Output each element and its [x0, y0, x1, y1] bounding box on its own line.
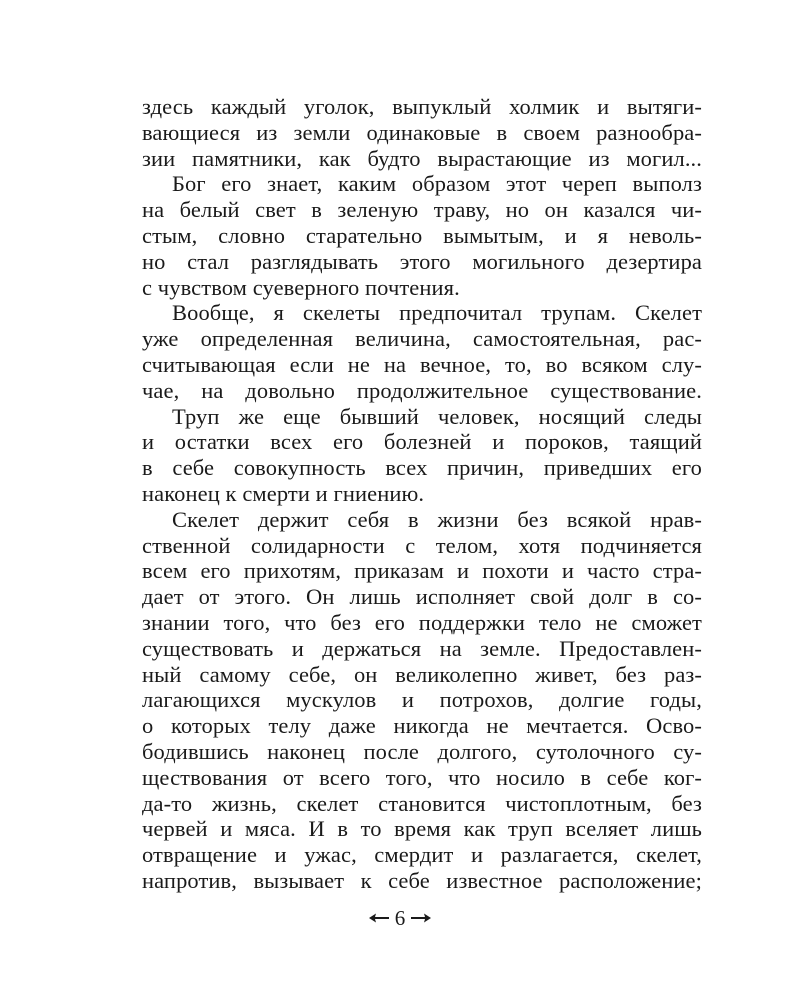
left-arrow-ornament-icon [369, 913, 389, 923]
text-line: вающиеся из земли одинаковые в своем разнообра- [142, 119, 702, 145]
text-line: существовать и держаться на земле. Предоставлен- [142, 635, 702, 661]
paragraph-last-line: наконец к смерти и гниению. [142, 480, 425, 506]
text-line: ный самому себе, он великолепно живет, без раз- [142, 661, 702, 687]
text-line: и остатки всех его болезней и пороков, таящий [142, 429, 702, 455]
page-footer [0, 904, 800, 930]
text-line: ществования от всего того, что носило в себе ког- [142, 764, 702, 790]
text-line: всем его прихотям, приказам и похоти и часто стра- [142, 558, 702, 584]
page-number: 6 [394, 906, 406, 931]
text-line: уже определенная величина, самостоятельная, рас- [142, 326, 702, 352]
text-line: зии памятники, как будто вырастающие из могил... [142, 145, 702, 171]
text-line: знании того, что без его поддержки тело не сможет [142, 609, 702, 635]
text-line: лагающихся мускулов и потрохов, долгие годы, [142, 687, 702, 713]
text-line: в себе совокупность всех причин, приведших его [142, 455, 702, 481]
text-line: здесь каждый уголок, выпуклый холмик и вытяги- [142, 94, 702, 119]
paragraph-last-line: чае, на довольно продолжительное существование. [142, 377, 702, 403]
paragraph-first-line: Труп же еще бывший человек, носящий следы [172, 403, 702, 429]
paragraph-last-line: с чувством суеверного почтения. [142, 274, 460, 300]
text-line: ственной солидарности с телом, хотя подчиняется [142, 532, 702, 558]
text-line: червей и мяса. И в то время как труп вселяет лишь [142, 816, 702, 842]
text-line: дает от этого. Он лишь исполняет свой долг в со- [142, 584, 702, 610]
text-line: но стал разглядывать этого могильного дезертира [142, 248, 702, 274]
text-line: стым, словно старательно вымытым, и я неволь- [142, 222, 702, 248]
paragraph-first-line: Бог его знает, каким образом этот череп выполз [172, 171, 702, 197]
paragraph-first-line: Вообще, я скелеты предпочитал трупам. Скелет [172, 300, 702, 326]
text-line: напротив, вызывает к себе известное расположение; [142, 867, 702, 893]
page-body-text [142, 94, 702, 894]
text-line: бодившись наконец после долгого, сутолочного су- [142, 738, 702, 764]
text-line: да-то жизнь, скелет становится чистоплотным, без [142, 790, 702, 816]
paragraph-first-line: Скелет держит себя в жизни без всякой нрав- [172, 506, 702, 532]
right-arrow-ornament-icon [411, 913, 431, 923]
text-line: считывающая если не на вечное, то, во всяком слу- [142, 351, 702, 377]
text-line: отвращение и ужас, смердит и разлагается, скелет, [142, 842, 702, 868]
text-line: на белый свет в зеленую траву, но он казался чи- [142, 197, 702, 223]
text-line: о которых телу даже никогда не мечтается. Осво- [142, 713, 702, 739]
